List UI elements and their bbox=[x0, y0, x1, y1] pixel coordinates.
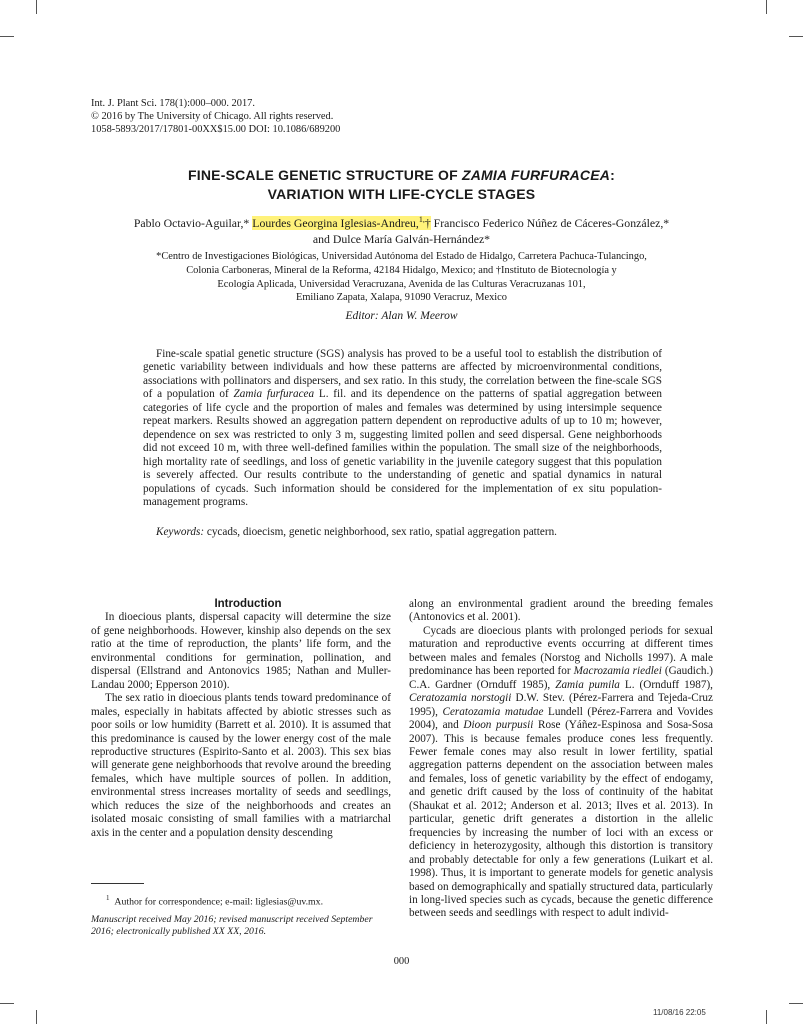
correspondence-footnote bbox=[106, 894, 323, 907]
footnote-text: Author for correspondence; e-mail: liglesias@uv.mx. bbox=[114, 896, 324, 908]
title-line1-suffix: : bbox=[610, 167, 615, 183]
author-4: and Dulce María Galván-Hernández* bbox=[312, 231, 491, 246]
author-2-highlighted: Lourdes Georgina Iglesias-Andreu,$^{1,}$† bbox=[252, 215, 431, 230]
abstract: Fine-scale spatial genetic structure (SGS) analysis has proved to be a useful tool to establish the distribution of genetic variability between individuals and how these patterns are affected by microenvironmental conditions, associations with pollinators and dispersers, and sex ratio. In this study, the correlation between the fine-scale SGS of a population of Zamia furfuracea L. fil. and its dependence on the patterns of spatial aggregation between categories of life cycle and the proportion of males and females was determined by using intersimple sequence repeat markers. Results showed an aggregation pattern dependent on reproductive adults of up to 10 m; however, dependence on sex was restricted to only 3 m, suggesting limited pollen and seed dispersal. Gene neighborhoods did not exceed 10 m, with three well-defined families within the population. The small size of the neighborhoods, high mortality rate of seedlings, and loss of genetic variability in the juvenile category suggest that this population is severely affected. Our results contribute to the understanding of genetic and spatial dynamics in natural populations of cycads. Such information should be considered for the implementation of ex situ population-management programs. bbox=[143, 348, 663, 508]
journal-issn-doi: 1058-5893/2017/17801-00XX$15.00 DOI: 10.1086/689200 bbox=[91, 124, 341, 136]
introduction-heading: Introduction bbox=[214, 598, 282, 610]
keywords-text: cycads, dioecism, genetic neighborhood, sex ratio, spatial aggregation pattern. bbox=[204, 526, 557, 538]
author-2-dagger: † bbox=[424, 215, 431, 230]
affiliations bbox=[110, 250, 693, 305]
left-column bbox=[91, 598, 391, 840]
journal-copyright: © 2016 by The University of Chicago. All rights reserved. bbox=[91, 111, 334, 123]
intro-paragraph-3: Cycads are dioecious plants with prolonged periods for sexual maturation and reproductive events occurring at different times between males and females (Norstog and Nicholls 1997). A male predominance has been reported for Macrozamia riedlei (Gaudich.) C.A. Gardner (Ornduff 1985), Zamia pumila L. (Ornduff 1987), Ceratozamia norstogii D.W. Stev. (Pérez-Farrera and Tejeda-Cruz 1995), Ceratozamia matudae Lundell (Pérez-Farrera and Vovides 2004), and Dioon purpusii Rose (Yáñez-Espinosa and Sosa-Sosa 2007). This is because females produce cones less frequently. Fewer female cones may also result in lower fertility, spatial aggregation patterns dependent on the association between males and females, loss of genetic variability by the effect of endogamy, and genetic drift caused by the loss of continuity of the habitat (Shaukat et al. 2012; Anderson et al. 2013; Ilves et al. 2013). In particular, genetic drift generates a distortion in the allelic frequencies by increasing the number of loci with an excess or deficiency in heterozygosity, although this distortion is transitory and probably detectable for only a few generations (Luikart et al. 1998). Thus, it is important to generate models for genetic analysis based on demographically and spatially structured data, particularly in long-lived species such as cycads, because the genetic difference between seeds and seedlings with respect to adult individ- bbox=[409, 624, 713, 920]
right-column bbox=[409, 598, 713, 921]
keywords-label: Keywords: bbox=[156, 526, 205, 538]
journal-citation: Int. J. Plant Sci. 178(1):000–000. 2017. bbox=[91, 98, 255, 109]
manuscript-dates: Manuscript received May 2016; revised manuscript received September 2016; electronically published XX XX, 2016. bbox=[91, 914, 373, 937]
crop-mark bbox=[36, 0, 37, 14]
crop-mark bbox=[0, 36, 14, 37]
editor-line: Editor: Alan W. Meerow bbox=[345, 310, 458, 322]
crop-mark bbox=[789, 1003, 803, 1004]
abstract-species: Zamia furfuracea bbox=[233, 388, 315, 401]
affiliation-line: Ecología Aplicada, Universidad Veracruzana, Avenida de las Culturas Veracruzanas 101, bbox=[217, 278, 586, 290]
journal-header bbox=[91, 97, 340, 137]
title-line1-prefix: FINE-SCALE GENETIC STRUCTURE OF bbox=[188, 167, 462, 183]
intro-paragraph-continued: along an environmental gradient around the breeding females (Antonovics et al. 2001). bbox=[409, 598, 713, 624]
author-1: Pablo Octavio-Aguilar,* bbox=[133, 215, 253, 230]
footnote-mark: 1 bbox=[106, 894, 110, 902]
crop-mark bbox=[789, 36, 803, 37]
crop-mark bbox=[766, 0, 767, 14]
author-2-marks: 1, bbox=[418, 215, 425, 224]
affiliation-line: *Centro de Investigaciones Biológicas, Universidad Autónoma del Estado de Hidalgo, Carretera Pachuca-Tulancingo, bbox=[156, 251, 647, 262]
crop-mark bbox=[766, 1010, 767, 1024]
title-line2: VARIATION WITH LIFE-CYCLE STAGES bbox=[267, 186, 536, 202]
affiliation-line: Colonia Carboneras, Mineral de la Reforma, 42184 Hidalgo, Mexico; and †Instituto de Biotecnología y bbox=[186, 264, 617, 276]
footnote-rule bbox=[91, 883, 144, 884]
crop-mark bbox=[36, 1010, 37, 1024]
article-title bbox=[0, 166, 803, 204]
keywords bbox=[156, 526, 662, 538]
crop-mark bbox=[0, 1003, 14, 1004]
author-list bbox=[60, 212, 743, 247]
author-3: Francisco Federico Núñez de Cáceres-González,* bbox=[430, 215, 670, 230]
print-timestamp: 11/08/16 22:05 bbox=[653, 1008, 706, 1017]
intro-paragraph-2: The sex ratio in dioecious plants tends toward predominance of males, especially in habitats affected by abiotic stresses such as poor soils or low humidity (Barrett et al. 2010). It is assumed that this predominance is caused by the lower energy cost of the male reproductive structures (Espirito-Santo et al. 2003). This sex bias will generate gene neighborhoods that revolve around the breeding females, which have multiple sources of pollen. In addition, environmental stress increases mortality of seeds and seedlings, which reduces the size of the neighborhoods and creates an isolated mosaic consisting of small families with a matriarchal axis in the center and a population density descending bbox=[91, 692, 391, 839]
title-species: ZAMIA FURFURACEA bbox=[461, 167, 611, 183]
page-number: 000 bbox=[393, 956, 410, 967]
affiliation-line: Emiliano Zapata, Xalapa, 91090 Veracruz, Mexico bbox=[295, 292, 507, 304]
intro-paragraph-1: In dioecious plants, dispersal capacity will determine the size of gene neighborhoods. However, kinship also depends on the sex ratio at the time of reproduction, the plants’ life form, and the environmental conditions for germination, pollination, and dispersal (Ellstrand and Antonovics 1985; Nathan and Muller-Landau 2000; Epperson 2010). bbox=[91, 611, 391, 691]
